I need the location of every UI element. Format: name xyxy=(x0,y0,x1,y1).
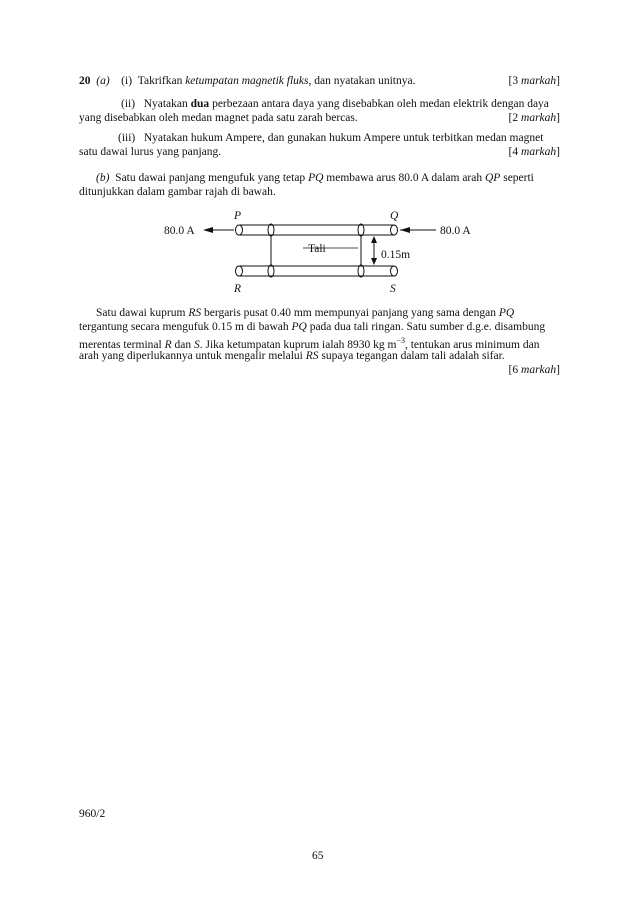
current-right-label: 80.0 A xyxy=(440,225,471,237)
a-ii-bold: dua xyxy=(190,98,210,110)
separation-label: 0.15m xyxy=(381,249,411,261)
para-line1: Satu dawai kuprum RS bergaris pusat 0.40 mm mempunyai panjang yang sama dengan PQ xyxy=(96,307,515,319)
a-i-marks: [3 markah] xyxy=(508,75,560,87)
label-r: R xyxy=(234,283,242,295)
a-ii-label: (ii) xyxy=(121,98,136,110)
para-line3: merentas terminal R dan S. Jika ketumpatan kuprum ialah 8930 kg $m^{-3}$, tentukan arus minimum dan xyxy=(79,336,540,351)
a-i-term: ketumpatan magnetik fluks xyxy=(185,75,309,87)
para-line2: tergantung secara mengufuk 0.15 m di bawah PQ pada dua tali ringan. Satu sumber d.g.e. disambung xyxy=(79,321,546,333)
a-ii-line1: (ii) Nyatakan dua perbezaan antara daya yang disebabkan oleh medan elektrik dengan daya xyxy=(121,98,549,110)
label-s: S xyxy=(390,283,396,295)
a-i-label: (i) xyxy=(121,75,133,87)
a-i-text: Takrifkan xyxy=(137,75,186,87)
current-arrow-right xyxy=(400,227,436,233)
a-iii-line1: (iii) Nyatakan hukum Ampere, dan gunakan hukum Ampere untuk terbitkan medan magnet xyxy=(118,132,544,144)
string-right xyxy=(358,224,364,277)
a-iii-marks: [4 markah] xyxy=(508,146,560,158)
footer-code: 960/2 xyxy=(79,808,106,820)
question-number: 20 xyxy=(79,75,91,87)
string-left xyxy=(268,224,274,277)
a-ii-marks: [2 markah] xyxy=(508,112,560,124)
separation-arrow xyxy=(371,236,377,265)
page-number: 65 xyxy=(312,850,324,862)
para-line4: arah yang diperlukannya untuk mengalir melalui RS supaya tegangan dalam tali adalah sifar. xyxy=(79,350,505,362)
a-iii-line2: satu dawai lurus yang panjang. xyxy=(79,146,222,158)
wire-pq xyxy=(236,225,398,235)
a-i-text-end: , dan nyatakan unitnya. xyxy=(308,75,416,87)
para-marks: [6 markah] xyxy=(508,364,560,376)
current-arrow-left xyxy=(203,227,234,233)
part-a-label: (a) xyxy=(96,75,110,87)
tali-label: Tali xyxy=(308,243,326,255)
wire-rs xyxy=(236,266,398,276)
current-left-label: 80.0 A xyxy=(164,225,195,237)
a-iii-label: (iii) xyxy=(118,132,136,144)
label-q: Q xyxy=(390,210,399,222)
label-p: P xyxy=(234,210,242,222)
b-line2: ditunjukkan dalam gambar rajah di bawah. xyxy=(79,186,276,198)
b-line1: (b) Satu dawai panjang mengufuk yang tetap PQ membawa arus 80.0 A dalam arah QP seperti xyxy=(96,172,534,184)
part-b-label: (b) xyxy=(96,172,110,184)
a-ii-line2: yang disebabkan oleh medan magnet pada satu zarah bercas. xyxy=(79,112,358,124)
